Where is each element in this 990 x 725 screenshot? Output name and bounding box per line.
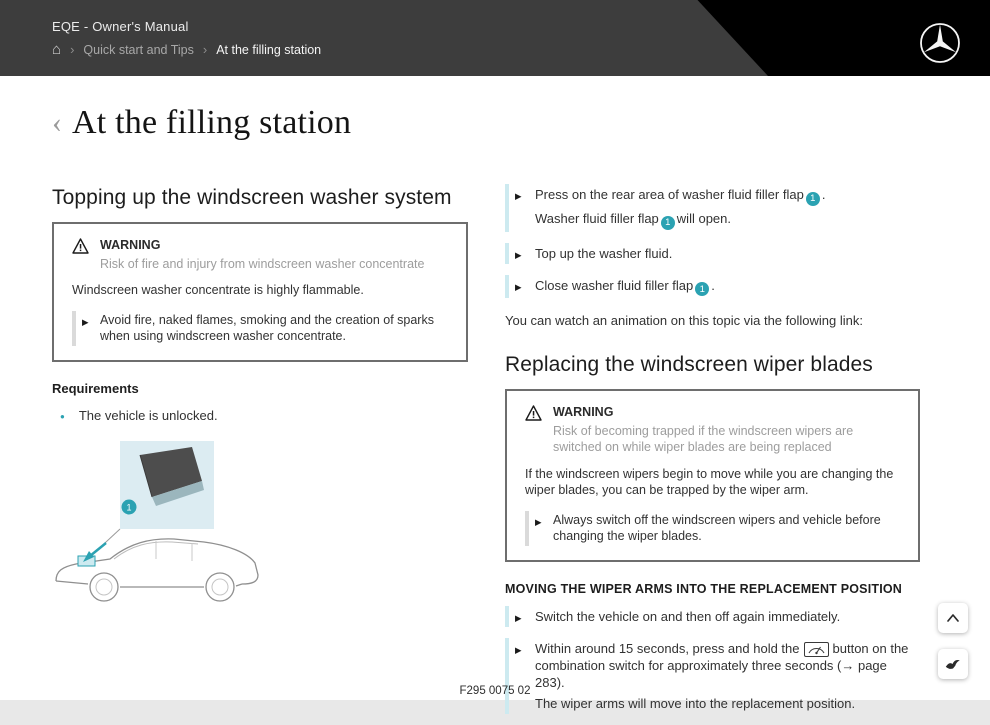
warning-label: WARNING [100, 238, 161, 252]
back-chevron-icon[interactable]: ‹ [52, 106, 62, 139]
step-marker-icon: ▶ [515, 249, 522, 260]
step-marker-icon: ▶ [535, 516, 542, 527]
header-brand-panel [690, 0, 990, 76]
warning-statement: Windscreen washer concentrate is highly flammable. [72, 283, 364, 297]
callout-1-badge: 1 [806, 192, 820, 206]
requirement-item [52, 408, 468, 423]
wiper-subheading: MOVING THE WIPER ARMS INTO THE REPLACEMENT POSITION [505, 581, 903, 596]
step-marker-icon: ▶ [515, 281, 522, 292]
figure-code: F295 0075 02 [459, 685, 531, 697]
chevron-right-icon: › [70, 42, 75, 57]
requirements-label: Requirements [52, 380, 139, 396]
step-text: Close washer fluid filler flap 1 . [535, 277, 715, 295]
home-icon[interactable]: ⌂ [52, 41, 62, 58]
step-marker-icon: ▶ [515, 612, 522, 623]
bullet-icon: ● [60, 411, 65, 421]
wiper-step-1 [505, 606, 920, 627]
warning-instruction-text: Always switch off the windscreen wipers and vehicle before changing the wiper blades. [553, 512, 881, 544]
page-title-row [52, 104, 990, 142]
washer-section-heading: Topping up the windscreen washer system [52, 186, 452, 209]
step-bar [505, 243, 509, 264]
instruction-bar [525, 511, 529, 546]
manual-title: EQE - Owner's Manual [52, 19, 189, 34]
warning-icon [72, 238, 89, 254]
animation-note: You can watch an animation on this topic via the following link: [505, 313, 863, 329]
step-text: Switch the vehicle on and then off again immediately. [535, 608, 841, 624]
washer-step-1 [505, 184, 920, 232]
feedback-button[interactable] [938, 649, 968, 679]
wiper-warning-box [505, 389, 920, 562]
washer-step-3 [505, 275, 920, 299]
warning-instruction [525, 511, 902, 546]
mercedes-logo-icon [919, 22, 961, 64]
warning-label: WARNING [553, 405, 614, 420]
warning-instruction [72, 311, 450, 346]
wiper-step-2 [505, 638, 920, 714]
step-text: Top up the washer fluid. [535, 245, 673, 261]
step-text: Press on the rear area of washer fluid filler flap 1 . [535, 187, 826, 204]
step-text: Within around 15 seconds, press and hold the button on the combination switch for approximately three seconds (→ page 283). [535, 640, 909, 690]
left-column [52, 186, 468, 725]
warning-statement: If the windscreen wipers begin to move while you are changing the wiper blades, you can be trapped by the wiper arm. [525, 466, 894, 498]
warning-icon [525, 405, 542, 421]
scroll-to-top-button[interactable] [938, 603, 968, 633]
chevron-up-icon [944, 609, 962, 627]
step-result: The wiper arms will move into the replacement position. [535, 695, 856, 711]
callout-1-badge: 1 [661, 216, 675, 230]
warning-risk-text: Risk of fire and injury from windscreen washer concentrate [100, 256, 425, 271]
breadcrumb-current-page: At the filling station [216, 42, 322, 57]
app-header [0, 0, 990, 76]
requirement-text: The vehicle is unlocked. [78, 407, 218, 423]
step-marker-icon: ▶ [515, 644, 522, 655]
step-result: Washer fluid filler flap 1 will open. [535, 210, 731, 228]
callout-1-badge: 1 [695, 282, 709, 296]
right-column [505, 184, 920, 725]
step-bar [505, 184, 509, 232]
instruction-bar [72, 311, 76, 346]
washer-step-2 [505, 243, 920, 264]
step-marker-icon: ▶ [515, 191, 522, 201]
step-bar [505, 275, 509, 299]
page-title: At the filling station [72, 104, 352, 141]
washer-warning-box [52, 222, 468, 362]
bird-icon [944, 655, 962, 673]
svg-text:1: 1 [126, 502, 132, 512]
chevron-right-icon: › [202, 42, 208, 57]
step-bar [505, 606, 509, 627]
wiper-section-heading: Replacing the windscreen wiper blades [505, 353, 873, 377]
breadcrumb-quick-start[interactable]: Quick start and Tips [83, 42, 194, 57]
washer-flap-illustration [52, 441, 262, 613]
breadcrumb [52, 42, 321, 57]
warning-instruction-text: Avoid fire, naked flames, smoking and the creation of sparks when using windscreen washer concentrate. [100, 312, 434, 343]
wiper-button-icon [804, 642, 829, 657]
step-bar [505, 638, 509, 714]
warning-risk-text: Risk of becoming trapped if the windscreen wipers are switched on while wiper blades are being replaced [553, 423, 854, 455]
step-marker-icon: ▶ [82, 316, 89, 327]
